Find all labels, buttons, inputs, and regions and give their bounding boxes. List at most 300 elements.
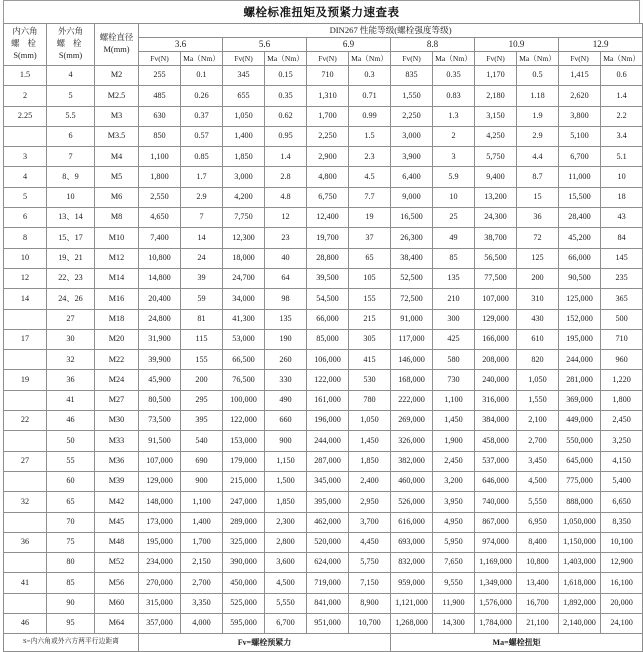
cell-preload-fv: 24,300 [475, 208, 517, 228]
cell-torque-ma: 23 [265, 228, 307, 248]
cell-preload-fv: 39,500 [307, 268, 349, 288]
cell-torque-ma: 65 [349, 248, 391, 268]
cell-preload-fv: 382,000 [391, 451, 433, 471]
cell-socket-size [4, 593, 47, 613]
cell-torque-ma: 2,150 [181, 553, 223, 573]
cell-preload-fv: 3,150 [475, 106, 517, 126]
cell-torque-ma: 0.37 [181, 106, 223, 126]
cell-hex-size: 46 [47, 411, 95, 431]
cell-torque-ma: 780 [349, 390, 391, 410]
cell-torque-ma: 3,600 [265, 553, 307, 573]
cell-hex-size: 5.5 [47, 106, 95, 126]
cell-torque-ma: 0.85 [181, 147, 223, 167]
cell-torque-ma: 0.3 [349, 66, 391, 86]
cell-torque-ma: 2,450 [433, 451, 475, 471]
cell-torque-ma: 84 [601, 228, 643, 248]
cell-preload-fv: 1,550 [391, 86, 433, 106]
cell-preload-fv: 41,300 [223, 309, 265, 329]
cell-preload-fv: 693,000 [391, 532, 433, 552]
header-fv-3: Fv(N) [307, 52, 349, 66]
cell-torque-ma: 2,400 [349, 471, 391, 491]
cell-torque-ma: 13,400 [517, 573, 559, 593]
cell-torque-ma: 8.7 [517, 167, 559, 187]
cell-torque-ma: 2.2 [601, 106, 643, 126]
cell-preload-fv: 357,000 [139, 614, 181, 634]
cell-preload-fv: 520,000 [307, 532, 349, 552]
cell-preload-fv: 2,550 [139, 187, 181, 207]
cell-preload-fv: 38,400 [391, 248, 433, 268]
cell-torque-ma: 16,700 [517, 593, 559, 613]
cell-torque-ma: 690 [181, 451, 223, 471]
cell-torque-ma: 1,550 [517, 390, 559, 410]
cell-preload-fv: 24,800 [139, 309, 181, 329]
cell-preload-fv: 24,700 [223, 268, 265, 288]
cell-socket-size [4, 390, 47, 410]
cell-torque-ma: 7,150 [349, 573, 391, 593]
cell-torque-ma: 64 [265, 268, 307, 288]
cell-torque-ma: 0.62 [265, 106, 307, 126]
cell-torque-ma: 115 [181, 329, 223, 349]
cell-preload-fv: 2,620 [559, 86, 601, 106]
cell-preload-fv: 4,650 [139, 208, 181, 228]
cell-preload-fv: 173,000 [139, 512, 181, 532]
footer-note-ma: Ma=螺栓扭矩 [391, 634, 643, 652]
cell-preload-fv: 106,000 [307, 350, 349, 370]
cell-preload-fv: 4,250 [475, 126, 517, 146]
cell-preload-fv: 1,121,000 [391, 593, 433, 613]
cell-preload-fv: 740,000 [475, 492, 517, 512]
cell-torque-ma: 16,100 [601, 573, 643, 593]
cell-torque-ma: 5,550 [265, 593, 307, 613]
cell-preload-fv: 1,050,000 [559, 512, 601, 532]
cell-torque-ma: 200 [517, 268, 559, 288]
table-row [4, 248, 643, 268]
cell-hex-size: 55 [47, 451, 95, 471]
cell-preload-fv: 38,700 [475, 228, 517, 248]
cell-torque-ma: 260 [265, 350, 307, 370]
cell-bolt-diameter: M16 [95, 289, 139, 309]
cell-torque-ma: 36 [517, 208, 559, 228]
cell-torque-ma: 12,900 [601, 553, 643, 573]
table-foot [4, 634, 643, 652]
cell-preload-fv: 775,000 [559, 471, 601, 491]
cell-torque-ma: 0.6 [601, 66, 643, 86]
cell-preload-fv: 6,700 [559, 147, 601, 167]
cell-bolt-diameter: M33 [95, 431, 139, 451]
cell-torque-ma: 2,800 [265, 532, 307, 552]
cell-torque-ma: 43 [601, 208, 643, 228]
cell-torque-ma: 14 [181, 228, 223, 248]
cell-torque-ma: 24,100 [601, 614, 643, 634]
cell-preload-fv: 841,000 [307, 593, 349, 613]
cell-preload-fv: 616,000 [391, 512, 433, 532]
cell-torque-ma: 1.4 [601, 86, 643, 106]
cell-preload-fv: 77,500 [475, 268, 517, 288]
cell-preload-fv: 117,000 [391, 329, 433, 349]
header-grade-12-9: 12.9 [559, 38, 643, 52]
cell-preload-fv: 525,000 [223, 593, 265, 613]
cell-preload-fv: 244,000 [307, 431, 349, 451]
cell-torque-ma: 365 [601, 289, 643, 309]
cell-torque-ma: 395 [181, 411, 223, 431]
cell-torque-ma: 1,400 [181, 512, 223, 532]
cell-preload-fv: 2,250 [307, 126, 349, 146]
cell-torque-ma: 4,500 [517, 471, 559, 491]
cell-preload-fv: 325,000 [223, 532, 265, 552]
cell-torque-ma: 2,700 [181, 573, 223, 593]
cell-preload-fv: 146,000 [391, 350, 433, 370]
cell-preload-fv: 3,900 [391, 147, 433, 167]
cell-bolt-diameter: M64 [95, 614, 139, 634]
cell-bolt-diameter: M8 [95, 208, 139, 228]
cell-bolt-diameter: M27 [95, 390, 139, 410]
cell-torque-ma: 415 [349, 350, 391, 370]
cell-hex-size: 19、21 [47, 248, 95, 268]
cell-preload-fv: 449,000 [559, 411, 601, 431]
cell-preload-fv: 1,892,000 [559, 593, 601, 613]
cell-torque-ma: 81 [181, 309, 223, 329]
cell-torque-ma: 1,850 [349, 451, 391, 471]
cell-bolt-diameter: M45 [95, 512, 139, 532]
cell-torque-ma: 6,950 [517, 512, 559, 532]
document-title-bar [3, 0, 640, 23]
table-row [4, 187, 643, 207]
cell-preload-fv: 31,900 [139, 329, 181, 349]
cell-hex-size: 32 [47, 350, 95, 370]
cell-preload-fv: 624,000 [307, 553, 349, 573]
cell-preload-fv: 2,250 [391, 106, 433, 126]
cell-preload-fv: 1,310 [307, 86, 349, 106]
cell-bolt-diameter: M22 [95, 350, 139, 370]
footer-note-fv: Fv=螺栓预紧力 [139, 634, 391, 652]
cell-preload-fv: 655 [223, 86, 265, 106]
cell-preload-fv: 1,400 [223, 126, 265, 146]
cell-torque-ma: 6,700 [265, 614, 307, 634]
cell-torque-ma: 210 [433, 289, 475, 309]
cell-torque-ma: 900 [265, 431, 307, 451]
cell-socket-size: 14 [4, 289, 47, 309]
cell-bolt-diameter: M36 [95, 451, 139, 471]
table-row [4, 471, 643, 491]
cell-torque-ma: 1,900 [433, 431, 475, 451]
cell-torque-ma: 3,450 [517, 451, 559, 471]
cell-preload-fv: 1,784,000 [475, 614, 517, 634]
cell-torque-ma: 8,350 [601, 512, 643, 532]
table-row [4, 350, 643, 370]
header-ma-1: Ma（Nm） [181, 52, 223, 66]
cell-preload-fv: 326,000 [391, 431, 433, 451]
cell-preload-fv: 462,000 [307, 512, 349, 532]
cell-preload-fv: 107,000 [475, 289, 517, 309]
cell-socket-size: 41 [4, 573, 47, 593]
cell-bolt-diameter: M2.5 [95, 86, 139, 106]
cell-preload-fv: 1,150,000 [559, 532, 601, 552]
cell-preload-fv: 6,400 [391, 167, 433, 187]
cell-torque-ma: 530 [349, 370, 391, 390]
header-dia-line1: 螺栓直径 [99, 33, 134, 43]
cell-torque-ma: 155 [181, 350, 223, 370]
header-fv-4: Fv(N) [391, 52, 433, 66]
cell-preload-fv: 450,000 [223, 573, 265, 593]
header-hex-bolt [47, 24, 95, 66]
cell-torque-ma: 300 [433, 309, 475, 329]
cell-hex-size: 24、26 [47, 289, 95, 309]
cell-hex-size: 75 [47, 532, 95, 552]
cell-torque-ma: 425 [433, 329, 475, 349]
cell-torque-ma: 0.99 [349, 106, 391, 126]
cell-torque-ma: 960 [601, 350, 643, 370]
cell-preload-fv: 1,618,000 [559, 573, 601, 593]
cell-bolt-diameter: M42 [95, 492, 139, 512]
cell-preload-fv: 66,000 [307, 309, 349, 329]
cell-hex-size: 50 [47, 431, 95, 451]
header-socket-bolt [4, 24, 47, 66]
cell-torque-ma: 4,150 [601, 451, 643, 471]
cell-preload-fv: 45,900 [139, 370, 181, 390]
cell-preload-fv: 526,000 [391, 492, 433, 512]
cell-torque-ma: 25 [433, 208, 475, 228]
header-fv-6: Fv(N) [559, 52, 601, 66]
cell-torque-ma: 5.9 [433, 167, 475, 187]
page-title: 螺栓标准扭矩及预紧力速查表 [243, 7, 400, 19]
cell-torque-ma: 5,400 [601, 471, 643, 491]
cell-socket-size [4, 431, 47, 451]
cell-preload-fv: 395,000 [307, 492, 349, 512]
header-bolt-diameter [95, 24, 139, 66]
cell-torque-ma: 145 [601, 248, 643, 268]
cell-torque-ma: 59 [181, 289, 223, 309]
cell-torque-ma: 660 [265, 411, 307, 431]
cell-torque-ma: 2.8 [265, 167, 307, 187]
cell-socket-size: 36 [4, 532, 47, 552]
table-row [4, 106, 643, 126]
cell-preload-fv: 10,800 [139, 248, 181, 268]
cell-hex-size: 60 [47, 471, 95, 491]
cell-preload-fv: 19,700 [307, 228, 349, 248]
cell-torque-ma: 0.15 [265, 66, 307, 86]
cell-preload-fv: 166,000 [475, 329, 517, 349]
cell-torque-ma: 12 [265, 208, 307, 228]
header-ma-3: Ma（Nm） [349, 52, 391, 66]
cell-torque-ma: 0.35 [265, 86, 307, 106]
cell-bolt-diameter: M6 [95, 187, 139, 207]
header-fv-1: Fv(N) [139, 52, 181, 66]
header-ma-6: Ma（Nm） [601, 52, 643, 66]
cell-socket-size: 27 [4, 451, 47, 471]
cell-torque-ma: 1,220 [601, 370, 643, 390]
table-row [4, 553, 643, 573]
cell-torque-ma: 500 [601, 309, 643, 329]
cell-bolt-diameter: M10 [95, 228, 139, 248]
cell-torque-ma: 235 [601, 268, 643, 288]
cell-torque-ma: 10 [601, 167, 643, 187]
cell-bolt-diameter: M39 [95, 471, 139, 491]
cell-hex-size: 6 [47, 126, 95, 146]
table-row [4, 390, 643, 410]
cell-preload-fv: 14,800 [139, 268, 181, 288]
cell-socket-size: 2 [4, 86, 47, 106]
cell-preload-fv: 2,900 [307, 147, 349, 167]
cell-torque-ma: 295 [181, 390, 223, 410]
cell-preload-fv: 270,000 [139, 573, 181, 593]
cell-bolt-diameter: M48 [95, 532, 139, 552]
table-row [4, 167, 643, 187]
cell-preload-fv: 91,500 [139, 431, 181, 451]
cell-preload-fv: 12,300 [223, 228, 265, 248]
header-ma-4: Ma（Nm） [433, 52, 475, 66]
cell-bolt-diameter: M12 [95, 248, 139, 268]
cell-preload-fv: 196,000 [307, 411, 349, 431]
cell-preload-fv: 710 [307, 66, 349, 86]
cell-torque-ma: 7.7 [349, 187, 391, 207]
cell-preload-fv: 12,400 [307, 208, 349, 228]
cell-hex-size: 36 [47, 370, 95, 390]
header-grade-3-6: 3.6 [139, 38, 223, 52]
cell-bolt-diameter: M3 [95, 106, 139, 126]
cell-hex-size: 30 [47, 329, 95, 349]
cell-preload-fv: 100,000 [223, 390, 265, 410]
cell-preload-fv: 345,000 [307, 471, 349, 491]
cell-preload-fv: 485 [139, 86, 181, 106]
cell-socket-size [4, 350, 47, 370]
cell-hex-size: 70 [47, 512, 95, 532]
cell-torque-ma: 15 [517, 187, 559, 207]
cell-torque-ma: 820 [517, 350, 559, 370]
cell-preload-fv: 630 [139, 106, 181, 126]
cell-bolt-diameter: M18 [95, 309, 139, 329]
cell-preload-fv: 315,000 [139, 593, 181, 613]
cell-torque-ma: 3,350 [181, 593, 223, 613]
header-grade-10-9: 10.9 [475, 38, 559, 52]
cell-preload-fv: 1,850 [223, 147, 265, 167]
cell-preload-fv: 148,000 [139, 492, 181, 512]
cell-preload-fv: 2,180 [475, 86, 517, 106]
cell-hex-size: 27 [47, 309, 95, 329]
cell-hex-size: 80 [47, 553, 95, 573]
table-row [4, 208, 643, 228]
cell-torque-ma: 37 [349, 228, 391, 248]
cell-preload-fv: 3,800 [559, 106, 601, 126]
cell-preload-fv: 1,700 [307, 106, 349, 126]
cell-preload-fv: 152,000 [559, 309, 601, 329]
cell-bolt-diameter: M60 [95, 593, 139, 613]
cell-torque-ma: 330 [265, 370, 307, 390]
cell-torque-ma: 710 [601, 329, 643, 349]
cell-hex-size: 10 [47, 187, 95, 207]
cell-bolt-diameter: M56 [95, 573, 139, 593]
cell-preload-fv: 125,000 [559, 289, 601, 309]
cell-torque-ma: 4.5 [349, 167, 391, 187]
cell-preload-fv: 240,000 [475, 370, 517, 390]
cell-torque-ma: 2.9 [517, 126, 559, 146]
cell-torque-ma: 10,100 [601, 532, 643, 552]
cell-preload-fv: 7,400 [139, 228, 181, 248]
cell-torque-ma: 105 [349, 268, 391, 288]
cell-socket-size: 46 [4, 614, 47, 634]
table-row [4, 126, 643, 146]
cell-torque-ma: 14,300 [433, 614, 475, 634]
table-row [4, 370, 643, 390]
cell-torque-ma: 2,100 [517, 411, 559, 431]
cell-torque-ma: 1,450 [349, 431, 391, 451]
cell-torque-ma: 2.9 [181, 187, 223, 207]
cell-preload-fv: 129,000 [475, 309, 517, 329]
cell-preload-fv: 9,000 [391, 187, 433, 207]
cell-torque-ma: 3,950 [433, 492, 475, 512]
table-row [4, 147, 643, 167]
cell-preload-fv: 13,200 [475, 187, 517, 207]
cell-torque-ma: 0.1 [181, 66, 223, 86]
cell-preload-fv: 5,750 [475, 147, 517, 167]
cell-torque-ma: 0.95 [265, 126, 307, 146]
cell-preload-fv: 107,000 [139, 451, 181, 471]
cell-preload-fv: 80,500 [139, 390, 181, 410]
cell-preload-fv: 153,000 [223, 431, 265, 451]
cell-preload-fv: 122,000 [223, 411, 265, 431]
header-ma-5: Ma（Nm） [517, 52, 559, 66]
cell-preload-fv: 90,500 [559, 268, 601, 288]
cell-preload-fv: 53,000 [223, 329, 265, 349]
cell-preload-fv: 168,000 [391, 370, 433, 390]
cell-torque-ma: 4.4 [517, 147, 559, 167]
cell-torque-ma: 0.71 [349, 86, 391, 106]
cell-torque-ma: 8,400 [517, 532, 559, 552]
cell-torque-ma: 3.4 [601, 126, 643, 146]
cell-socket-size: 17 [4, 329, 47, 349]
cell-torque-ma: 7 [181, 208, 223, 228]
cell-preload-fv: 122,000 [307, 370, 349, 390]
cell-torque-ma: 155 [349, 289, 391, 309]
cell-socket-size: 2.25 [4, 106, 47, 126]
cell-hex-size: 22、23 [47, 268, 95, 288]
cell-hex-size: 7 [47, 147, 95, 167]
cell-socket-size [4, 309, 47, 329]
cell-preload-fv: 974,000 [475, 532, 517, 552]
cell-torque-ma: 2,300 [265, 512, 307, 532]
torque-preload-table [3, 23, 643, 652]
cell-torque-ma: 0.57 [181, 126, 223, 146]
cell-torque-ma: 5,950 [433, 532, 475, 552]
cell-socket-size: 4 [4, 167, 47, 187]
cell-bolt-diameter: M3.5 [95, 126, 139, 146]
table-row [4, 289, 643, 309]
cell-preload-fv: 645,000 [559, 451, 601, 471]
cell-torque-ma: 39 [181, 268, 223, 288]
cell-torque-ma: 18 [601, 187, 643, 207]
table-row [4, 268, 643, 288]
cell-torque-ma: 21,100 [517, 614, 559, 634]
cell-hex-size: 13、14 [47, 208, 95, 228]
cell-socket-size: 1.5 [4, 66, 47, 86]
cell-bolt-diameter: M20 [95, 329, 139, 349]
cell-bolt-diameter: M5 [95, 167, 139, 187]
cell-preload-fv: 646,000 [475, 471, 517, 491]
header-socket-line1: 内六角 [12, 27, 38, 37]
cell-preload-fv: 458,000 [475, 431, 517, 451]
footer-note-s: S=内六角或外六方两平行边距离 [4, 634, 139, 652]
cell-torque-ma: 0.83 [433, 86, 475, 106]
cell-preload-fv: 215,000 [223, 471, 265, 491]
cell-torque-ma: 11,900 [433, 593, 475, 613]
cell-bolt-diameter: M24 [95, 370, 139, 390]
cell-preload-fv: 129,000 [139, 471, 181, 491]
cell-preload-fv: 3,000 [223, 167, 265, 187]
cell-torque-ma: 1,050 [517, 370, 559, 390]
cell-torque-ma: 215 [349, 309, 391, 329]
cell-preload-fv: 222,000 [391, 390, 433, 410]
cell-torque-ma: 135 [265, 309, 307, 329]
cell-preload-fv: 3,000 [391, 126, 433, 146]
